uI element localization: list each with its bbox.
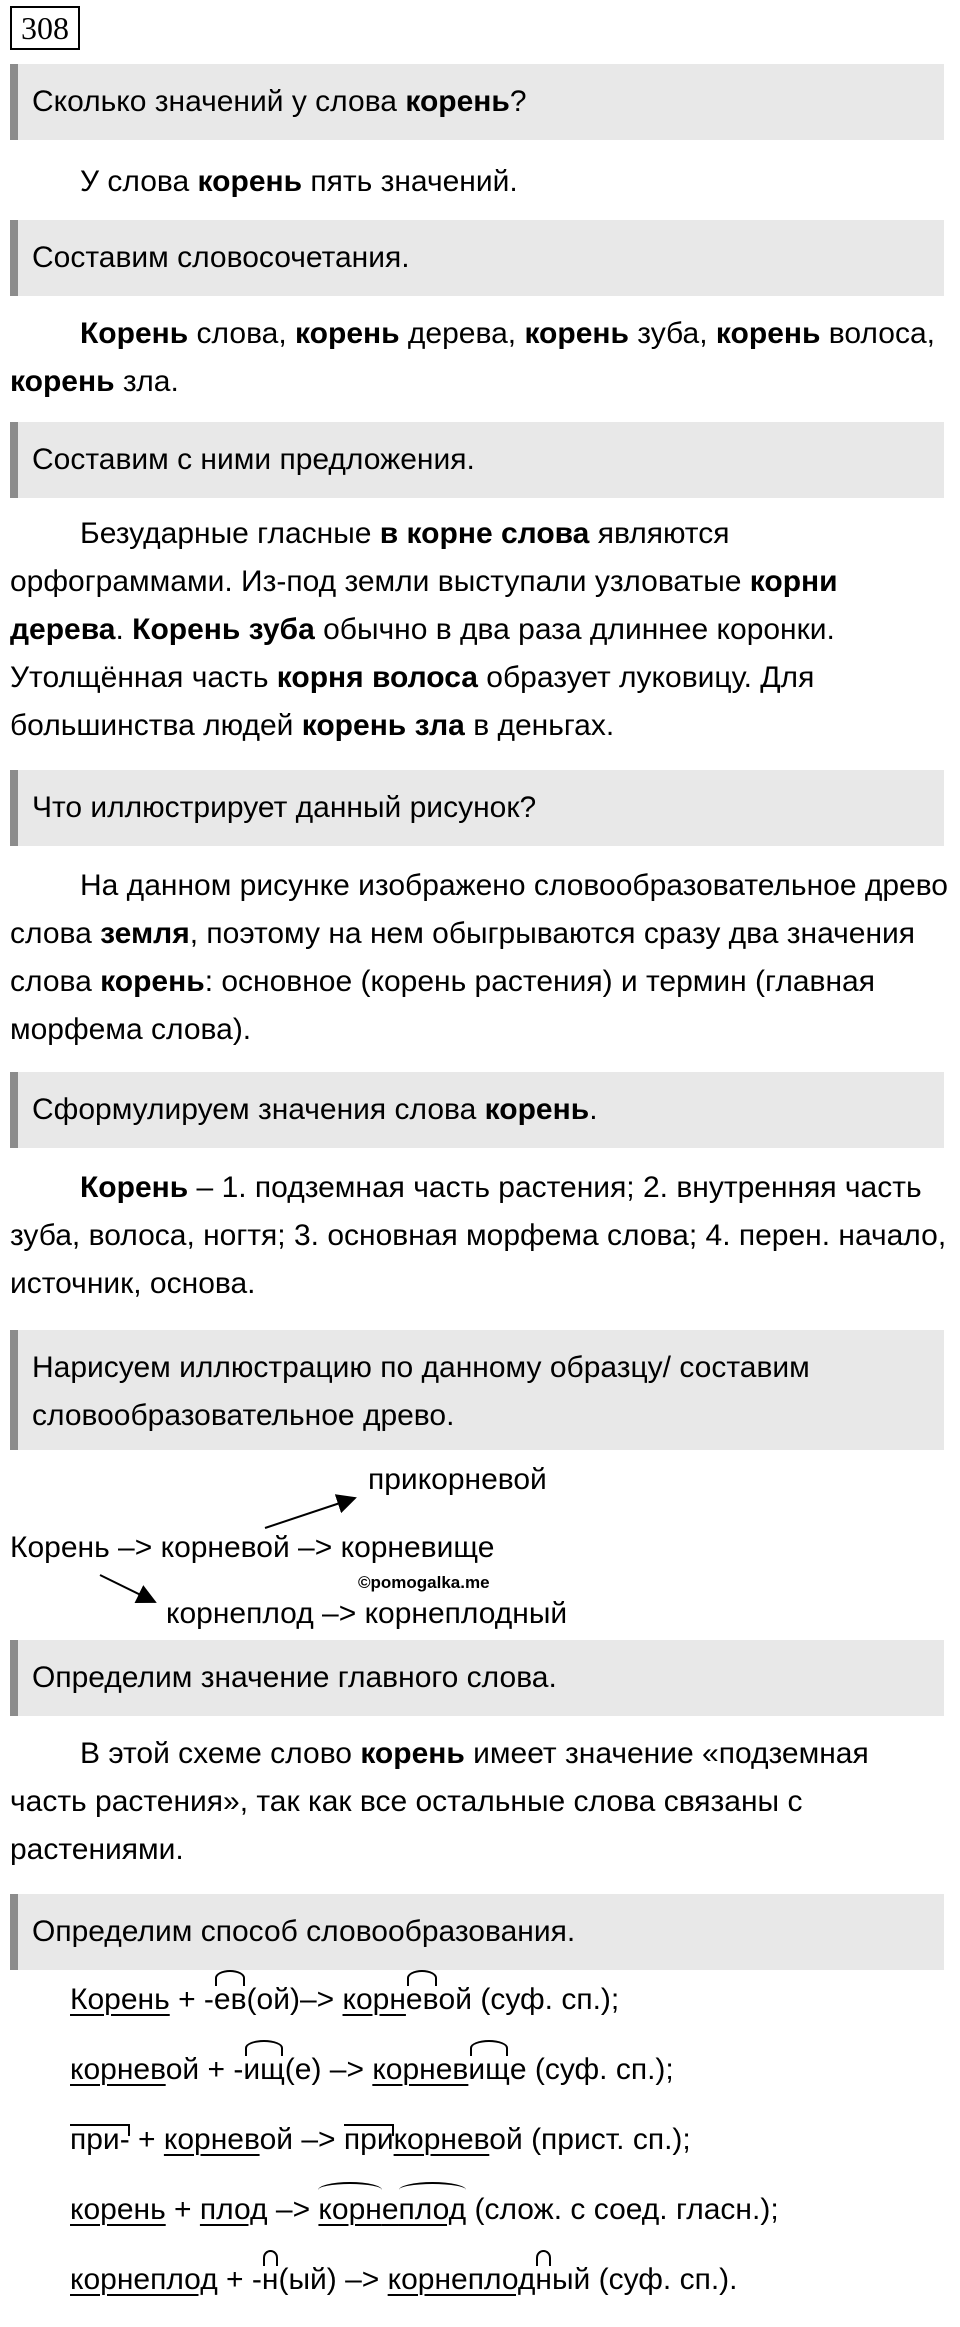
- watermark: ©pomogalka.me: [358, 1573, 490, 1592]
- prefix-mark: при: [344, 2120, 394, 2160]
- tree-word-top: прикорневой: [368, 1463, 547, 1496]
- answer-paragraph: На данном рисунке изображено словообразовательное древо слова земля, поэтому на нем обыгрываются сразу два значения слова корень: основное (корень растения) и термин (главная морфема слова).: [10, 869, 948, 1046]
- answer-paragraph: Корень слова, корень дерева, корень зуба, корень волоса, корень зла.: [10, 317, 935, 398]
- stem-mark: корнеплод: [70, 2263, 218, 2296]
- question-heading: Определим способ словообразования.: [10, 1894, 944, 1970]
- stem-mark: корнев: [163, 2123, 260, 2156]
- question-heading: Сформулируем значения слова корень.: [10, 1072, 944, 1148]
- suffix-mark: н: [262, 2260, 279, 2300]
- root-word: Корень: [70, 1983, 170, 2016]
- question-heading: Определим значение главного слова.: [10, 1640, 944, 1716]
- exercise-number: 308: [10, 6, 80, 50]
- tree-word-middle: Корень –> корневой –> корневище: [10, 1531, 495, 1564]
- root-mark: корн: [342, 1983, 406, 2016]
- root-mark: корн: [318, 2190, 381, 2230]
- prefix-mark: при-: [70, 2120, 130, 2160]
- connecting-vowel: е: [381, 2193, 399, 2226]
- scheme-line: при- + корневой –> прикорневой (прист. сп.);: [70, 2120, 691, 2160]
- question-heading: Составим словосочетания.: [10, 220, 944, 296]
- scheme-line: Корень + -ев(ой)–> корневой (суф. сп.);: [70, 1980, 619, 2020]
- suffix-mark: ищ: [468, 2050, 509, 2090]
- root-mark: плод: [399, 2190, 467, 2230]
- stem-mark: корнев: [70, 2053, 166, 2086]
- answer-paragraph: В этой схеме слово корень имеет значение «подземная часть растения», так как все остальные слова связаны с растениями.: [10, 1737, 869, 1866]
- stem-mark: корнеплод: [387, 2263, 536, 2296]
- answer-paragraph: Безударные гласные в корне слова являются орфограммами. Из-под земли выступали узловатые корни дерева. Корень зуба обычно в два раза длиннее коронки. Утолщённая часть корня волоса образует луковицу. Для большинства людей корень зла в деньгах.: [10, 517, 838, 742]
- word-formation-tree: [0, 1440, 960, 1640]
- tree-word-bottom: корнеплод –> корнеплодный: [166, 1597, 568, 1630]
- answer-paragraph: У слова корень пять значений.: [80, 165, 518, 198]
- question-heading: Что иллюстрирует данный рисунок?: [10, 770, 944, 846]
- scheme-line: корень + плод –> корнеплод (слож. с соед. гласн.);: [70, 2190, 779, 2230]
- suffix-mark: ев: [406, 1980, 439, 2020]
- question-heading: Нарисуем иллюстрацию по данному образцу/ составим словообразовательное древо.: [10, 1330, 944, 1450]
- question-heading: Составим с ними предложения.: [10, 422, 944, 498]
- scheme-line: корнеплод + -н(ый) –> корнеплодный (суф. сп.).: [70, 2260, 738, 2300]
- scheme-line: корневой + -ищ(е) –> корневище (суф. сп.);: [70, 2050, 674, 2090]
- stem-mark: корнев: [372, 2053, 469, 2086]
- arrow-down: [100, 1575, 155, 1602]
- question-heading: Сколько значений у слова корень?: [10, 64, 944, 140]
- arrow-up: [265, 1498, 355, 1528]
- suffix-mark: н: [535, 2260, 552, 2300]
- suffix-mark: ев: [214, 1980, 247, 2020]
- stem-mark: плод: [199, 2193, 268, 2226]
- answer-paragraph: Корень – 1. подземная часть растения; 2. внутренняя часть зуба, волоса, ногтя; 3. основная морфема слова; 4. перен. начало, источник, основа.: [10, 1171, 947, 1300]
- stem-mark: корень: [70, 2193, 166, 2226]
- suffix-mark: ищ: [243, 2050, 284, 2090]
- stem-mark: корнев: [393, 2123, 490, 2156]
